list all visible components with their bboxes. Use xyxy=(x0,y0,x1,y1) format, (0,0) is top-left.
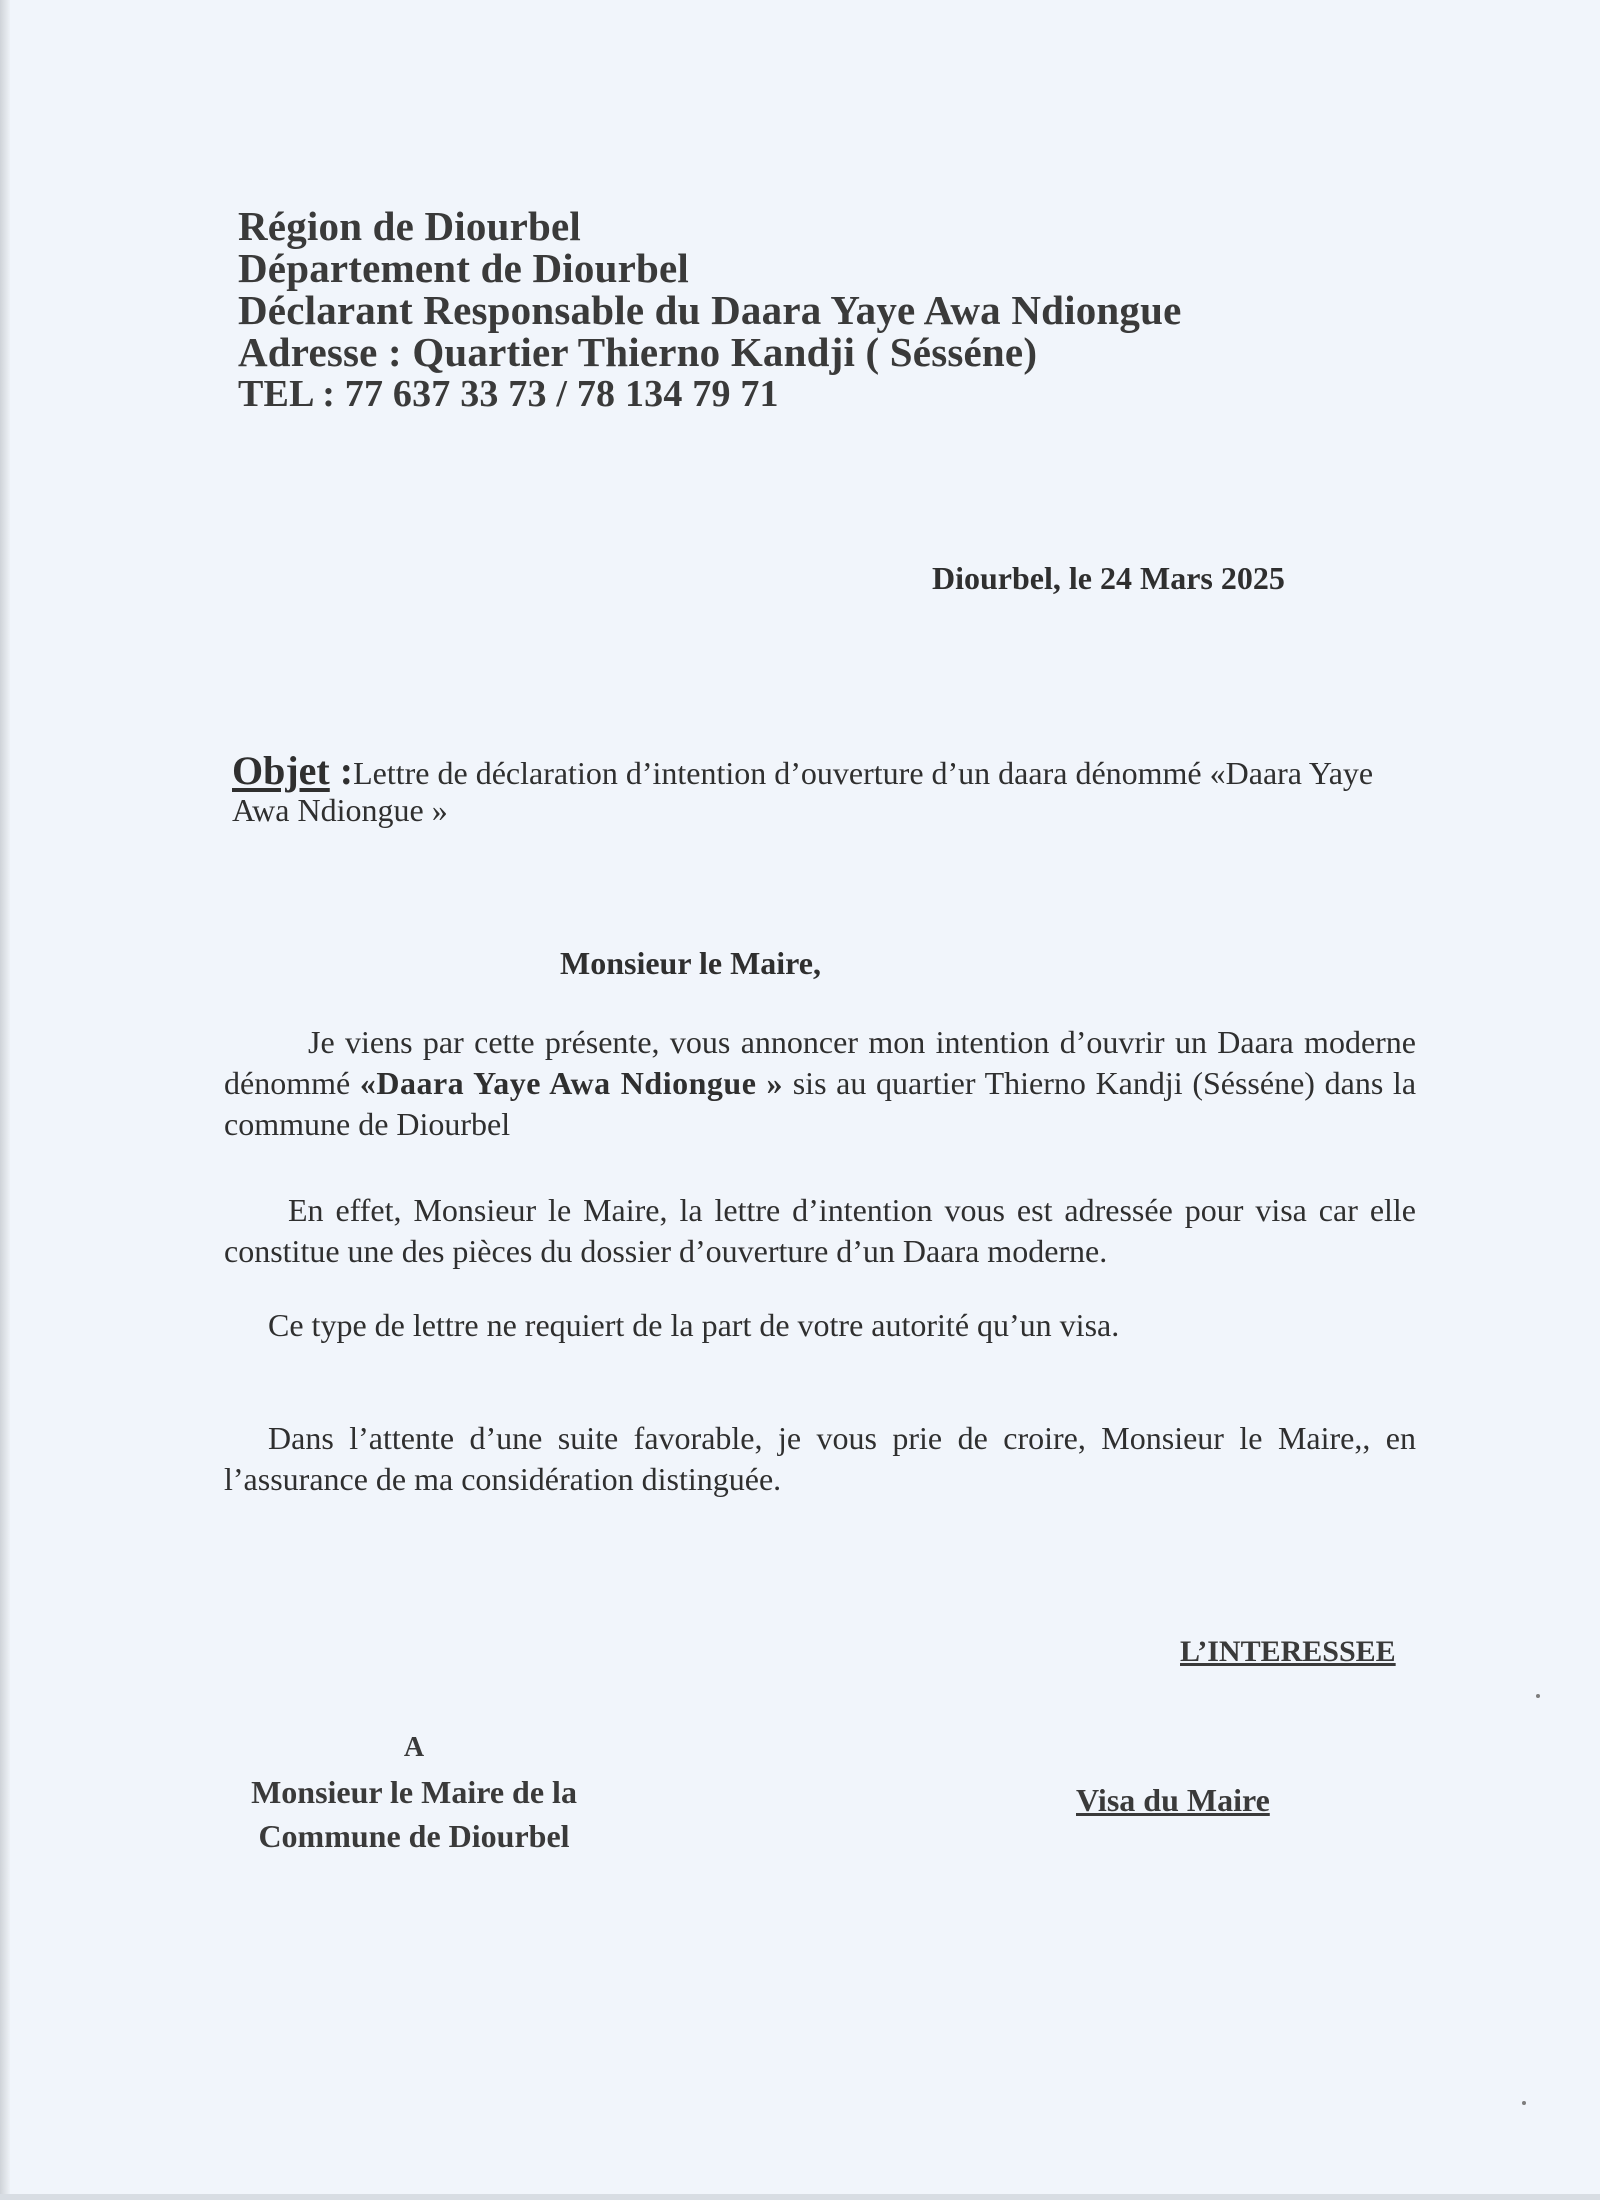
p1-text-before: Je viens par cette présente, vous annoncer mon intention d’ouvrir un Daara moderne dénommé xyxy=(224,1024,1416,1101)
visa-label: Visa du Maire xyxy=(1076,1782,1270,1818)
body-paragraph-1 xyxy=(224,1022,1416,1145)
body-paragraph-3: Ce type de lettre ne requiert de la part de votre autorité qu’un visa. xyxy=(268,1307,1120,1343)
scan-edge-bottom xyxy=(0,2194,1600,2200)
sender-block xyxy=(238,205,1182,415)
sender-departement: Département de Diourbel xyxy=(238,245,689,291)
scan-speck xyxy=(1536,1694,1540,1698)
sender-tel: TEL : 77 637 33 73 / 78 134 79 71 xyxy=(238,373,779,415)
recipient-line-2: Commune de Diourbel xyxy=(258,1818,570,1854)
p1-daara-name: «Daara Yaye Awa Ndiongue » xyxy=(359,1065,784,1101)
recipient-block xyxy=(214,1726,614,1858)
p1-text-after: sis au quartier Thierno Kandji (Sésséne) dans la commune de Diourbel xyxy=(224,1065,1417,1142)
sender-region: Région de Diourbel xyxy=(238,203,581,249)
scan-edge-left xyxy=(0,0,10,2200)
sender-declarant: Déclarant Responsable du Daara Yaye Awa Ndiongue xyxy=(238,287,1182,333)
objet-colon: : xyxy=(329,748,354,793)
body-paragraph-2: En effet, Monsieur le Maire, la lettre d’intention vous est adressée pour visa car elle constitue une des pièces du dossier d’ouverture d’un Daara moderne. xyxy=(224,1192,1416,1269)
objet-block xyxy=(232,748,1412,829)
signature-label: L’INTERESSEE xyxy=(1180,1635,1396,1668)
body-paragraph-4: Dans l’attente d’une suite favorable, je vous prie de croire, Monsieur le Maire,, en l’assurance de ma considération distinguée. xyxy=(224,1420,1416,1497)
letter-date: Diourbel, le 24 Mars 2025 xyxy=(932,560,1285,596)
recipient-a: A xyxy=(403,1732,425,1763)
recipient-line-1: Monsieur le Maire de la xyxy=(251,1774,577,1810)
objet-text: Lettre de déclaration d’intention d’ouverture d’un daara dénommé «Daara Yaye Awa Ndiongue » xyxy=(232,755,1374,828)
sender-adresse: Adresse : Quartier Thierno Kandji ( Sésséne) xyxy=(238,329,1038,375)
salutation: Monsieur le Maire, xyxy=(560,945,821,981)
scan-speck xyxy=(1522,2101,1526,2105)
objet-label: Objet xyxy=(232,748,330,793)
